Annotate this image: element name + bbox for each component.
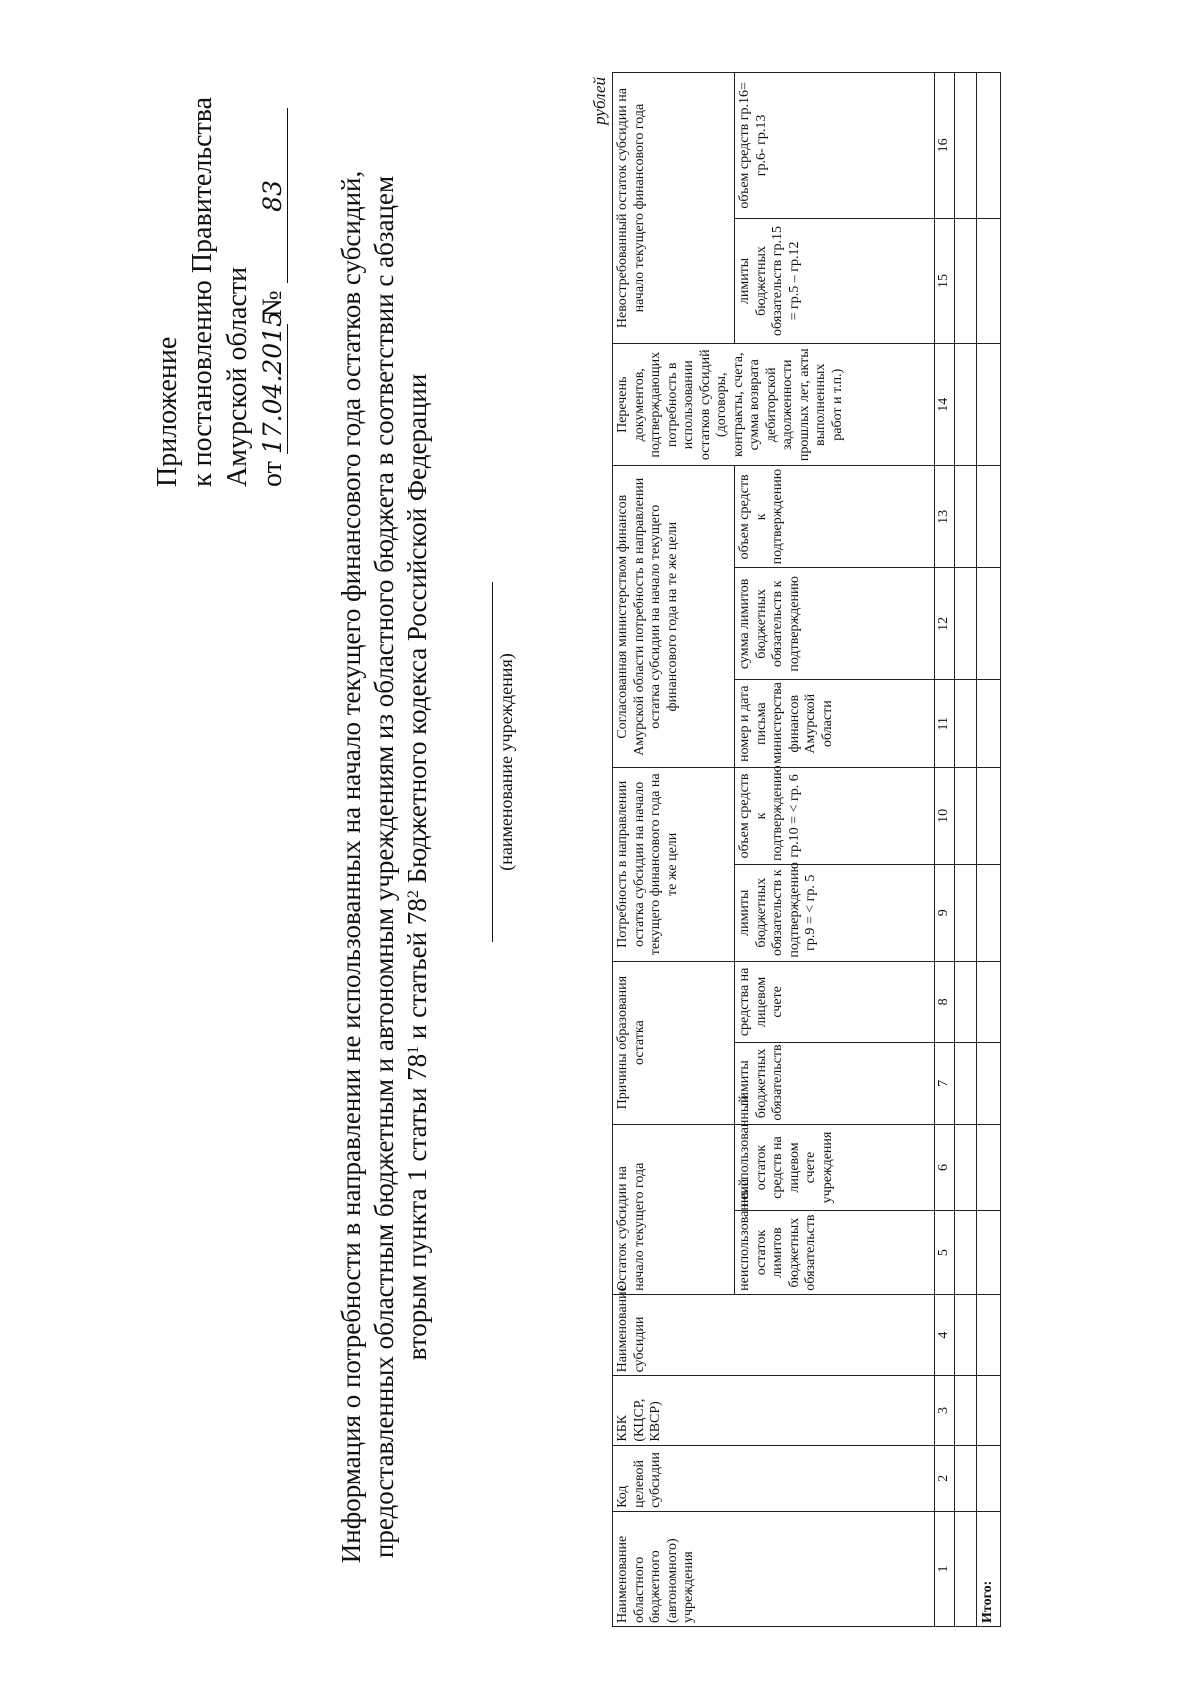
empty-cell (977, 466, 1001, 568)
institution-name-line (492, 582, 493, 942)
document-title (335, 72, 434, 1662)
empty-cell (977, 1043, 1001, 1125)
column-number-cell: 12 (935, 568, 955, 680)
empty-cell (977, 568, 1001, 680)
subsidy-table (612, 72, 1001, 1627)
currency-unit: рублей (590, 77, 609, 125)
empty-cell (955, 680, 977, 768)
appendix-date-number-line (255, 67, 290, 487)
column-number-cell: 16 (935, 73, 955, 219)
superscript-1: 1 (405, 1045, 422, 1054)
header-institution-name: Наименование областного бюджетного (автономного) учреждения (613, 1511, 935, 1626)
empty-cell (955, 1376, 977, 1445)
column-number-cell: 1 (935, 1511, 955, 1626)
appendix-line-3: Амурской области (222, 266, 253, 487)
appendix-block (150, 67, 290, 487)
empty-cell (955, 768, 977, 865)
empty-cell (955, 864, 977, 961)
superscript-2: 2 (405, 890, 422, 899)
header-col-6: неиспользованный остаток средств на лицевом счете учреждения (735, 1124, 935, 1211)
title-line-2: предоставленных областным бюджетным и автономным учреждениям из областного бюджета в соответствии с абзацем (369, 175, 399, 1559)
header-col-5: неиспользованный остаток лимитов бюджетных обязательств (735, 1211, 935, 1295)
header-col-9: лимиты бюджетных обязательств к подтверждению гр.9 = < гр. 5 (735, 864, 935, 961)
empty-cell (955, 1445, 977, 1511)
header-col-13: объем средств к подтверждению (735, 466, 935, 568)
empty-cell (955, 1294, 977, 1376)
empty-cell (977, 961, 1001, 1043)
column-number-cell: 11 (935, 680, 955, 768)
header-col-12: сумма лимитов бюджетных обязательств к подтверждению (735, 568, 935, 680)
column-number-cell: 8 (935, 961, 955, 1043)
empty-cell (955, 73, 977, 219)
header-col-15: лимиты бюджетных обязательств гр.15 = гр.5 – гр.12 (735, 218, 935, 343)
total-label: Итого: (977, 1511, 1001, 1626)
title-line-3-part-b: и статьей 78 (402, 898, 432, 1046)
empty-cell (955, 1211, 977, 1295)
table-column-numbers-row (935, 73, 955, 1627)
from-prefix: от (257, 461, 288, 487)
column-number-cell: 13 (935, 466, 955, 568)
column-number-cell: 6 (935, 1124, 955, 1211)
empty-cell (955, 344, 977, 466)
header-group-unclaimed: Невостребованный остаток субсидии на начало текущего финансового года (613, 73, 735, 344)
header-col-16: объем средств гр.16= гр.6- гр.13 (735, 73, 935, 219)
empty-cell (977, 1376, 1001, 1445)
header-col-11: номер и дата письма министерства финансов Амурской области (735, 680, 935, 768)
header-documents-list: Перечень документов, подтверждающих потребность в использовании остатков субсидий (договоры, контракты, счета, сумма возврата дебиторской задолженности прошлых лет, акты выполненных работ и т.п.) (613, 344, 935, 466)
empty-cell (977, 73, 1001, 219)
empty-cell (977, 1294, 1001, 1376)
institution-caption: (наименование учреждения) (496, 653, 516, 871)
empty-cell (977, 1445, 1001, 1511)
empty-cell (955, 466, 977, 568)
table-empty-row (955, 73, 977, 1627)
column-number-cell: 4 (935, 1294, 955, 1376)
empty-cell (955, 961, 977, 1043)
header-col-8: средства на лицевом счете (735, 961, 935, 1043)
title-line-1: Информация о потребности в направлении не использованных на начало текущего финансового года остатков субсидий, (336, 170, 366, 1564)
empty-cell (977, 768, 1001, 865)
column-number-cell: 9 (935, 864, 955, 961)
title-line-3-part-c: Бюджетного кодекса Российской Федерации (402, 373, 432, 891)
column-number-cell: 5 (935, 1211, 955, 1295)
handwritten-date: 17.04.2015 (258, 310, 287, 455)
column-number-cell: 2 (935, 1445, 955, 1511)
handwritten-number: 83 (259, 108, 288, 283)
empty-cell (955, 1124, 977, 1211)
empty-cell (955, 1511, 977, 1626)
empty-cell (977, 680, 1001, 768)
header-col-10: объем средств к подтверждению гр.10 = < гр. 6 (735, 768, 935, 865)
empty-cell (977, 1124, 1001, 1211)
header-group-agreed-need: Согласованная министерством финансов Амурской области потребность в направлении остатка субсидии на начало текущего финансового года на те же цели (613, 466, 735, 768)
empty-cell (977, 344, 1001, 466)
column-number-cell: 7 (935, 1043, 955, 1125)
table-header-row-1 (613, 73, 735, 1627)
header-group-reasons: Причины образования остатка (613, 961, 735, 1124)
number-sign: № (257, 290, 288, 318)
column-number-cell: 3 (935, 1376, 955, 1445)
empty-cell (977, 864, 1001, 961)
header-subsidy-code: Код целевой субсидии (613, 1445, 935, 1511)
column-number-cell: 15 (935, 218, 955, 343)
appendix-line-1: Приложение (152, 336, 183, 487)
title-line-3 (401, 72, 434, 1662)
appendix-line-2: к постановлению Правительства (187, 96, 218, 487)
empty-cell (955, 218, 977, 343)
table-total-row (977, 73, 1001, 1627)
column-number-cell: 14 (935, 344, 955, 466)
column-number-cell: 10 (935, 768, 955, 865)
empty-cell (955, 1043, 977, 1125)
header-kbk: КБК (КЦСР, КВСР) (613, 1376, 935, 1445)
header-subsidy-name: Наименование субсидии (613, 1294, 935, 1376)
header-col-7: лимиты бюджетных обязательств (735, 1043, 935, 1125)
empty-cell (977, 1211, 1001, 1295)
empty-cell (977, 218, 1001, 343)
header-group-need: Потребность в направлении остатка субсидии на начало текущего финансового года на те же цели (613, 768, 735, 962)
empty-cell (955, 568, 977, 680)
header-group-balance: Остаток субсидии на начало текущего года (613, 1124, 735, 1294)
title-line-3-part-a: вторым пункта 1 статьи 78 (402, 1053, 432, 1361)
